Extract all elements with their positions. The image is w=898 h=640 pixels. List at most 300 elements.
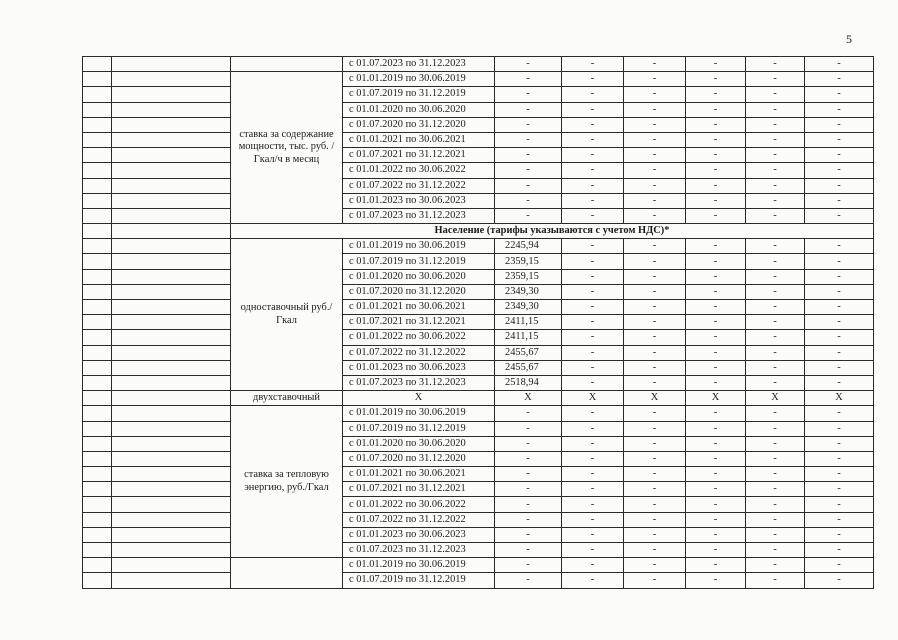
value-cell: -	[805, 406, 874, 421]
table-row	[83, 178, 874, 193]
value-cell: -	[746, 57, 805, 72]
value-cell: 2359,15	[495, 269, 562, 284]
value-cell: -	[562, 315, 624, 330]
value-cell: -	[746, 375, 805, 390]
indicator-cell	[112, 57, 231, 72]
indicator-cell	[112, 208, 231, 223]
value-cell: -	[686, 558, 746, 573]
period-cell: с 01.07.2020 по 31.12.2020	[343, 284, 495, 299]
value-cell: 2518,94	[495, 375, 562, 390]
indicator-cell	[112, 284, 231, 299]
value-cell: -	[624, 72, 686, 87]
table-row	[83, 208, 874, 223]
value-cell: -	[562, 239, 624, 254]
value-cell: -	[805, 148, 874, 163]
value-cell: -	[624, 558, 686, 573]
period-cell: с 01.01.2021 по 30.06.2021	[343, 132, 495, 147]
value-cell: -	[805, 132, 874, 147]
value-cell: -	[562, 284, 624, 299]
value-cell: -	[624, 360, 686, 375]
value-cell: -	[805, 497, 874, 512]
value-cell: -	[686, 543, 746, 558]
tariff-name: ставка за тепловую энергию, руб./Гкал	[231, 406, 343, 558]
value-cell: -	[624, 543, 686, 558]
value-cell: -	[686, 467, 746, 482]
value-cell: -	[805, 87, 874, 102]
value-cell: -	[686, 87, 746, 102]
value-cell: -	[686, 102, 746, 117]
indicator-cell	[112, 482, 231, 497]
value-cell: -	[686, 527, 746, 542]
tariff-table	[82, 56, 874, 589]
value-cell: -	[624, 375, 686, 390]
not-applicable-cell: X	[805, 391, 874, 406]
value-cell: -	[746, 406, 805, 421]
number-cell	[83, 391, 112, 406]
number-cell	[83, 193, 112, 208]
not-applicable-cell: X	[686, 391, 746, 406]
table-row	[83, 482, 874, 497]
value-cell: -	[562, 193, 624, 208]
value-cell: -	[805, 527, 874, 542]
value-cell: -	[495, 102, 562, 117]
indicator-cell	[112, 300, 231, 315]
value-cell: -	[805, 269, 874, 284]
table-row	[83, 558, 874, 573]
value-cell: -	[686, 315, 746, 330]
period-cell: с 01.01.2023 по 30.06.2023	[343, 193, 495, 208]
value-cell: -	[624, 512, 686, 527]
period-cell: с 01.07.2019 по 31.12.2019	[343, 573, 495, 588]
value-cell: -	[686, 178, 746, 193]
indicator-cell	[112, 527, 231, 542]
number-cell	[83, 345, 112, 360]
period-cell: с 01.01.2019 по 30.06.2019	[343, 72, 495, 87]
indicator-cell	[112, 193, 231, 208]
value-cell: -	[686, 239, 746, 254]
value-cell: -	[746, 284, 805, 299]
value-cell: -	[624, 573, 686, 588]
value-cell: -	[495, 208, 562, 223]
value-cell: -	[562, 208, 624, 223]
value-cell: -	[562, 558, 624, 573]
value-cell: -	[746, 573, 805, 588]
value-cell: -	[624, 527, 686, 542]
value-cell: -	[562, 467, 624, 482]
period-cell: с 01.01.2022 по 30.06.2022	[343, 497, 495, 512]
table-row	[83, 527, 874, 542]
value-cell: -	[624, 269, 686, 284]
value-cell: -	[746, 148, 805, 163]
value-cell: -	[805, 543, 874, 558]
period-cell: с 01.07.2023 по 31.12.2023	[343, 375, 495, 390]
value-cell: -	[624, 102, 686, 117]
value-cell: -	[495, 132, 562, 147]
period-cell: с 01.07.2023 по 31.12.2023	[343, 208, 495, 223]
value-cell: -	[686, 254, 746, 269]
table-row	[83, 315, 874, 330]
indicator-cell	[112, 102, 231, 117]
period-cell: с 01.07.2019 по 31.12.2019	[343, 87, 495, 102]
section-title: Население (тарифы указываются с учетом НДС)*	[231, 224, 874, 239]
value-cell: -	[495, 163, 562, 178]
value-cell: -	[495, 148, 562, 163]
value-cell: -	[805, 208, 874, 223]
value-cell: -	[624, 132, 686, 147]
not-applicable-cell: X	[746, 391, 805, 406]
table-row	[83, 117, 874, 132]
period-cell: с 01.01.2023 по 30.06.2023	[343, 527, 495, 542]
value-cell: -	[746, 254, 805, 269]
value-cell: -	[624, 254, 686, 269]
number-cell	[83, 436, 112, 451]
page-number: 5	[846, 32, 852, 46]
value-cell: -	[686, 57, 746, 72]
tariff-name	[231, 558, 343, 588]
value-cell: -	[746, 269, 805, 284]
value-cell: -	[624, 57, 686, 72]
value-cell: -	[624, 117, 686, 132]
value-cell: -	[746, 451, 805, 466]
value-cell: -	[746, 421, 805, 436]
number-cell	[83, 208, 112, 223]
value-cell: -	[686, 512, 746, 527]
indicator-cell	[112, 163, 231, 178]
value-cell: -	[746, 558, 805, 573]
value-cell: -	[746, 467, 805, 482]
value-cell: -	[562, 87, 624, 102]
table-row	[83, 87, 874, 102]
value-cell: -	[805, 72, 874, 87]
indicator-cell	[112, 345, 231, 360]
value-cell: -	[495, 178, 562, 193]
value-cell: 2359,15	[495, 254, 562, 269]
value-cell: -	[686, 451, 746, 466]
value-cell: -	[805, 573, 874, 588]
value-cell: -	[562, 148, 624, 163]
not-applicable-cell: X	[562, 391, 624, 406]
value-cell: -	[562, 72, 624, 87]
indicator-cell	[112, 436, 231, 451]
value-cell: -	[495, 451, 562, 466]
value-cell: -	[805, 239, 874, 254]
value-cell: -	[746, 360, 805, 375]
table-row	[83, 102, 874, 117]
indicator-cell	[112, 330, 231, 345]
number-cell	[83, 512, 112, 527]
table-row	[83, 375, 874, 390]
value-cell: -	[562, 436, 624, 451]
value-cell: -	[746, 436, 805, 451]
value-cell: -	[562, 269, 624, 284]
not-applicable-cell: X	[495, 391, 562, 406]
value-cell: -	[624, 178, 686, 193]
value-cell: -	[495, 57, 562, 72]
value-cell: -	[686, 375, 746, 390]
indicator-cell	[112, 543, 231, 558]
value-cell: -	[746, 102, 805, 117]
value-cell: 2455,67	[495, 360, 562, 375]
tariff-name: одноставочный руб./Гкал	[231, 239, 343, 391]
indicator-cell	[112, 72, 231, 87]
period-cell: с 01.01.2020 по 30.06.2020	[343, 436, 495, 451]
period-cell: с 01.01.2019 по 30.06.2019	[343, 239, 495, 254]
value-cell: -	[686, 72, 746, 87]
table-row	[83, 406, 874, 421]
table-row	[83, 254, 874, 269]
value-cell: -	[805, 57, 874, 72]
value-cell: -	[562, 512, 624, 527]
table-row	[83, 57, 874, 72]
value-cell: -	[562, 345, 624, 360]
indicator-cell	[112, 239, 231, 254]
value-cell: -	[495, 497, 562, 512]
indicator-cell	[112, 421, 231, 436]
value-cell: -	[746, 193, 805, 208]
value-cell: -	[686, 132, 746, 147]
period-cell: с 01.01.2022 по 30.06.2022	[343, 163, 495, 178]
number-cell	[83, 163, 112, 178]
number-cell	[83, 102, 112, 117]
table-row	[83, 467, 874, 482]
period-cell: с 01.07.2019 по 31.12.2019	[343, 421, 495, 436]
period-cell: с 01.01.2019 по 30.06.2019	[343, 406, 495, 421]
value-cell: -	[562, 254, 624, 269]
number-cell	[83, 284, 112, 299]
value-cell: -	[805, 163, 874, 178]
value-cell: -	[805, 360, 874, 375]
value-cell: -	[562, 117, 624, 132]
value-cell: -	[562, 497, 624, 512]
indicator-cell	[112, 117, 231, 132]
value-cell: -	[746, 497, 805, 512]
number-cell	[83, 178, 112, 193]
value-cell: -	[686, 345, 746, 360]
number-cell	[83, 375, 112, 390]
value-cell: -	[686, 284, 746, 299]
value-cell: -	[624, 300, 686, 315]
period-cell: с 01.01.2021 по 30.06.2021	[343, 300, 495, 315]
number-cell	[83, 451, 112, 466]
period-cell: с 01.07.2021 по 31.12.2021	[343, 315, 495, 330]
number-cell	[83, 543, 112, 558]
value-cell: -	[495, 527, 562, 542]
value-cell: -	[746, 527, 805, 542]
period-cell: с 01.01.2020 по 30.06.2020	[343, 102, 495, 117]
value-cell: -	[562, 178, 624, 193]
value-cell: -	[495, 543, 562, 558]
indicator-cell	[112, 558, 231, 573]
tariff-name: ставка за содержание мощности, тыс. руб. /Гкал/ч в месяц	[231, 72, 343, 224]
table-row	[83, 330, 874, 345]
indicator-cell	[112, 148, 231, 163]
value-cell: -	[495, 467, 562, 482]
period-cell: с 01.01.2021 по 30.06.2021	[343, 467, 495, 482]
value-cell: -	[624, 284, 686, 299]
value-cell: -	[805, 467, 874, 482]
table-row	[83, 269, 874, 284]
value-cell: -	[805, 178, 874, 193]
value-cell: -	[686, 193, 746, 208]
value-cell: 2411,15	[495, 330, 562, 345]
value-cell: -	[495, 87, 562, 102]
value-cell: -	[746, 72, 805, 87]
value-cell: -	[624, 87, 686, 102]
value-cell: -	[686, 300, 746, 315]
number-cell	[83, 254, 112, 269]
table-row	[83, 148, 874, 163]
value-cell: 2349,30	[495, 300, 562, 315]
number-cell	[83, 406, 112, 421]
value-cell: -	[686, 208, 746, 223]
number-cell	[83, 573, 112, 588]
value-cell: -	[805, 300, 874, 315]
table-row	[83, 284, 874, 299]
table-row	[83, 239, 874, 254]
value-cell: -	[495, 421, 562, 436]
value-cell: -	[805, 482, 874, 497]
value-cell: -	[495, 117, 562, 132]
number-cell	[83, 497, 112, 512]
number-cell	[83, 57, 112, 72]
value-cell: -	[562, 375, 624, 390]
value-cell: 2349,30	[495, 284, 562, 299]
indicator-cell	[112, 269, 231, 284]
value-cell: -	[495, 72, 562, 87]
period-cell: с 01.07.2023 по 31.12.2023	[343, 57, 495, 72]
value-cell: -	[686, 436, 746, 451]
value-cell: -	[746, 208, 805, 223]
table-row	[83, 72, 874, 87]
number-cell	[83, 269, 112, 284]
number-cell	[83, 360, 112, 375]
indicator-cell	[112, 132, 231, 147]
table-row	[83, 193, 874, 208]
value-cell: -	[805, 117, 874, 132]
value-cell: 2455,67	[495, 345, 562, 360]
number-cell	[83, 467, 112, 482]
value-cell: -	[624, 193, 686, 208]
value-cell: 2411,15	[495, 315, 562, 330]
table-row	[83, 543, 874, 558]
value-cell: -	[562, 421, 624, 436]
number-cell	[83, 315, 112, 330]
table-row	[83, 132, 874, 147]
number-cell	[83, 148, 112, 163]
value-cell: -	[746, 178, 805, 193]
number-cell	[83, 300, 112, 315]
value-cell: 2245,94	[495, 239, 562, 254]
period-cell: с 01.07.2021 по 31.12.2021	[343, 482, 495, 497]
value-cell: -	[746, 300, 805, 315]
value-cell: -	[624, 239, 686, 254]
not-applicable-cell: X	[343, 391, 495, 406]
value-cell: -	[746, 330, 805, 345]
value-cell: -	[746, 239, 805, 254]
value-cell: -	[805, 102, 874, 117]
period-cell: с 01.07.2022 по 31.12.2022	[343, 345, 495, 360]
indicator-cell	[112, 375, 231, 390]
value-cell: -	[562, 543, 624, 558]
value-cell: -	[805, 315, 874, 330]
value-cell: -	[686, 497, 746, 512]
table-row	[83, 163, 874, 178]
value-cell: -	[805, 512, 874, 527]
value-cell: -	[624, 497, 686, 512]
value-cell: -	[686, 269, 746, 284]
value-cell: -	[562, 482, 624, 497]
value-cell: -	[746, 482, 805, 497]
period-cell: с 01.07.2021 по 31.12.2021	[343, 148, 495, 163]
period-cell: с 01.07.2022 по 31.12.2022	[343, 512, 495, 527]
value-cell: -	[624, 148, 686, 163]
period-cell: с 01.07.2022 по 31.12.2022	[343, 178, 495, 193]
period-cell: с 01.07.2023 по 31.12.2023	[343, 543, 495, 558]
value-cell: -	[495, 512, 562, 527]
number-cell	[83, 330, 112, 345]
value-cell: -	[805, 284, 874, 299]
period-cell: с 01.07.2019 по 31.12.2019	[343, 254, 495, 269]
tariff-name: двухставочный	[231, 391, 343, 406]
table-row	[83, 345, 874, 360]
number-cell	[83, 527, 112, 542]
value-cell: -	[495, 482, 562, 497]
value-cell: -	[746, 512, 805, 527]
indicator-cell	[112, 512, 231, 527]
indicator-cell	[112, 391, 231, 406]
not-applicable-cell: X	[624, 391, 686, 406]
indicator-cell	[112, 406, 231, 421]
indicator-cell	[112, 360, 231, 375]
indicator-cell	[112, 451, 231, 466]
value-cell: -	[805, 421, 874, 436]
value-cell: -	[624, 406, 686, 421]
value-cell: -	[805, 558, 874, 573]
value-cell: -	[624, 163, 686, 178]
value-cell: -	[686, 117, 746, 132]
table-row	[83, 573, 874, 588]
value-cell: -	[624, 208, 686, 223]
value-cell: -	[746, 117, 805, 132]
value-cell: -	[624, 451, 686, 466]
value-cell: -	[805, 254, 874, 269]
value-cell: -	[805, 451, 874, 466]
value-cell: -	[562, 573, 624, 588]
indicator-cell	[112, 315, 231, 330]
value-cell: -	[805, 436, 874, 451]
value-cell: -	[624, 315, 686, 330]
table-row	[83, 360, 874, 375]
number-cell	[83, 87, 112, 102]
value-cell: -	[495, 558, 562, 573]
number-cell	[83, 558, 112, 573]
indicator-cell	[112, 497, 231, 512]
value-cell: -	[746, 315, 805, 330]
table-row	[83, 436, 874, 451]
value-cell: -	[624, 345, 686, 360]
value-cell: -	[624, 330, 686, 345]
number-cell	[83, 224, 112, 239]
indicator-cell	[112, 467, 231, 482]
period-cell: с 01.01.2019 по 30.06.2019	[343, 558, 495, 573]
period-cell: с 01.01.2020 по 30.06.2020	[343, 269, 495, 284]
value-cell: -	[562, 451, 624, 466]
tariff-name	[231, 57, 343, 72]
number-cell	[83, 482, 112, 497]
value-cell: -	[686, 360, 746, 375]
indicator-cell	[112, 224, 231, 239]
value-cell: -	[562, 360, 624, 375]
